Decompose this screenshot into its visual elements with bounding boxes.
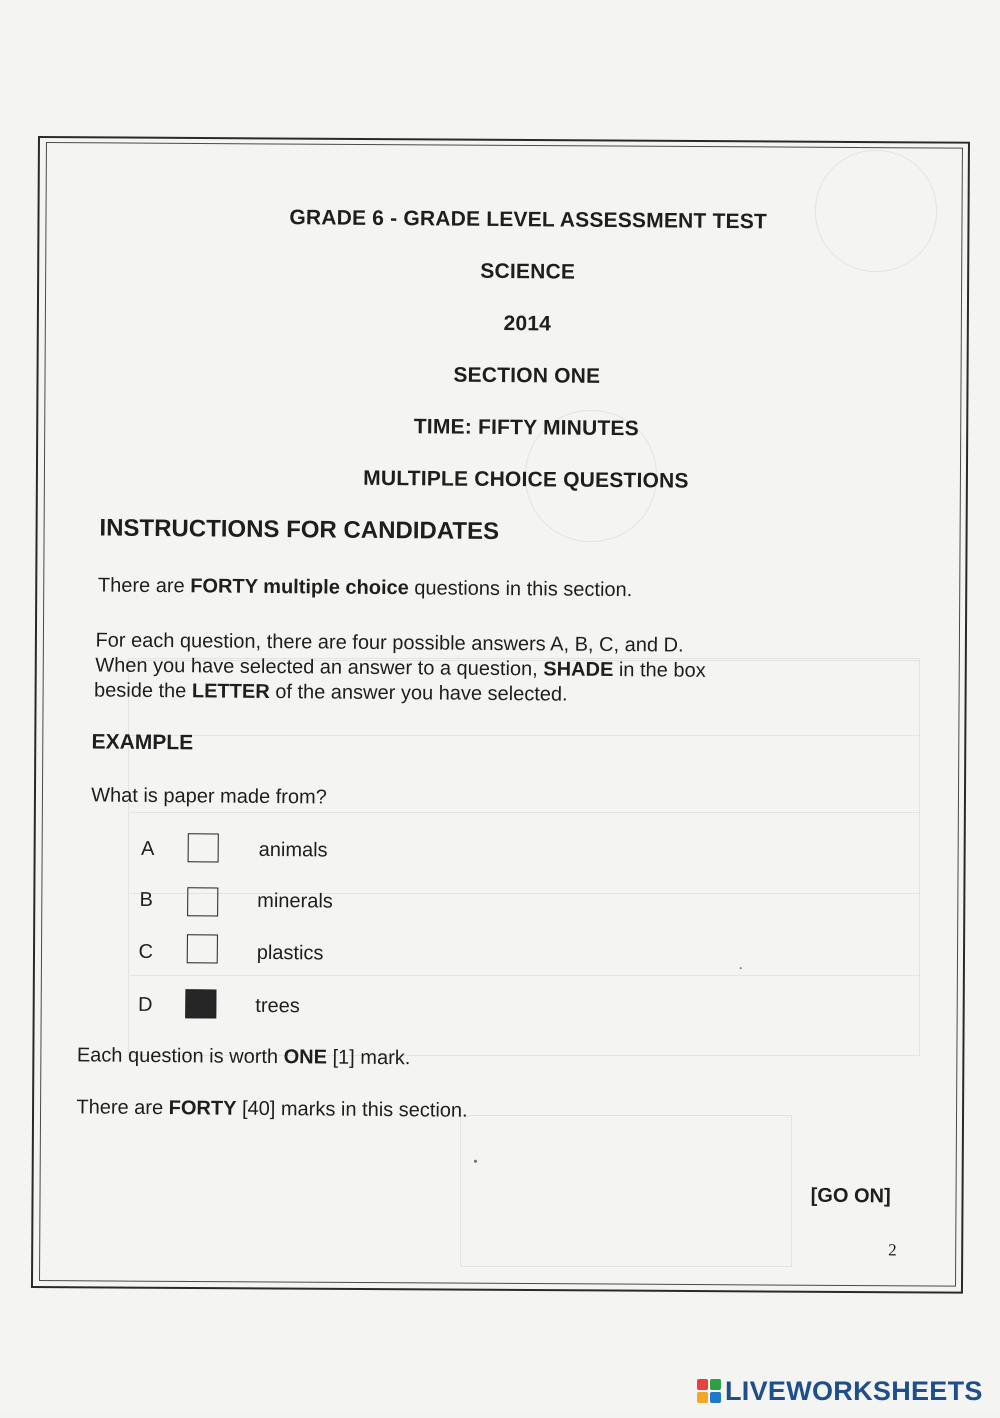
text-run: in the box: [613, 658, 706, 682]
answer-checkbox-b[interactable]: [187, 887, 218, 916]
scan-speck: [474, 1160, 477, 1163]
instructions-paragraph-2-line-2: [95, 654, 706, 682]
instructions-heading: INSTRUCTIONS FOR CANDIDATES: [99, 514, 500, 545]
answer-checkbox-a[interactable]: [188, 833, 219, 862]
time-title: TIME: FIFTY MINUTES: [413, 415, 640, 441]
text-run-bold: LETTER: [191, 680, 270, 703]
instructions-paragraph-2-line-1: For each question, there are four possible answers A, B, C, and D.: [95, 629, 684, 657]
answer-checkbox-d-shaded[interactable]: [185, 989, 216, 1018]
text-run: There are: [97, 574, 191, 598]
text-run: Each question is worth: [76, 1044, 284, 1069]
text-run-bold: FORTY multiple choice: [190, 575, 409, 600]
text-run: When you have selected an answer to a question,: [95, 654, 544, 681]
grade-title: GRADE 6 - GRADE LEVEL ASSESSMENT TEST: [289, 206, 768, 234]
example-question: What is paper made from?: [91, 784, 327, 809]
liveworksheets-logo-icon: [697, 1379, 721, 1403]
instructions-paragraph-2-line-3: [94, 679, 568, 706]
page-number: 2: [888, 1240, 897, 1260]
section-title: SECTION ONE: [453, 363, 601, 388]
text-run-bold: ONE: [283, 1046, 328, 1069]
text-run: There are: [76, 1096, 169, 1120]
answer-checkbox-c[interactable]: [187, 934, 218, 963]
option-text: plastics: [256, 941, 324, 965]
instructions-paragraph-1: [98, 574, 632, 602]
option-letter: D: [137, 993, 153, 1016]
option-text: minerals: [257, 889, 333, 913]
option-letter: A: [140, 837, 155, 860]
marks-per-question: [77, 1044, 411, 1070]
question-type-title: MULTIPLE CHOICE QUESTIONS: [363, 466, 689, 493]
text-run-bold: FORTY: [168, 1097, 237, 1120]
option-letter: C: [138, 940, 154, 963]
text-run: [40] marks in this section.: [236, 1097, 468, 1122]
option-text: animals: [258, 838, 328, 862]
year-title: 2014: [503, 312, 552, 336]
go-on-label: [GO ON]: [810, 1184, 891, 1208]
scan-speck: [740, 967, 742, 969]
total-marks: [76, 1096, 467, 1122]
subject-title: SCIENCE: [480, 259, 576, 284]
text-run: beside the: [93, 679, 193, 703]
text-run: of the answer you have selected.: [269, 680, 568, 706]
option-letter: B: [139, 888, 154, 911]
text-run: questions in this section.: [408, 577, 633, 602]
text-run: [1] mark.: [326, 1046, 411, 1070]
option-text: trees: [255, 994, 300, 1018]
liveworksheets-brand[interactable]: [697, 1377, 983, 1405]
text-run-bold: SHADE: [543, 658, 614, 681]
example-heading: EXAMPLE: [91, 730, 194, 755]
brand-name: LIVEWORKSHEETS: [725, 1375, 983, 1406]
